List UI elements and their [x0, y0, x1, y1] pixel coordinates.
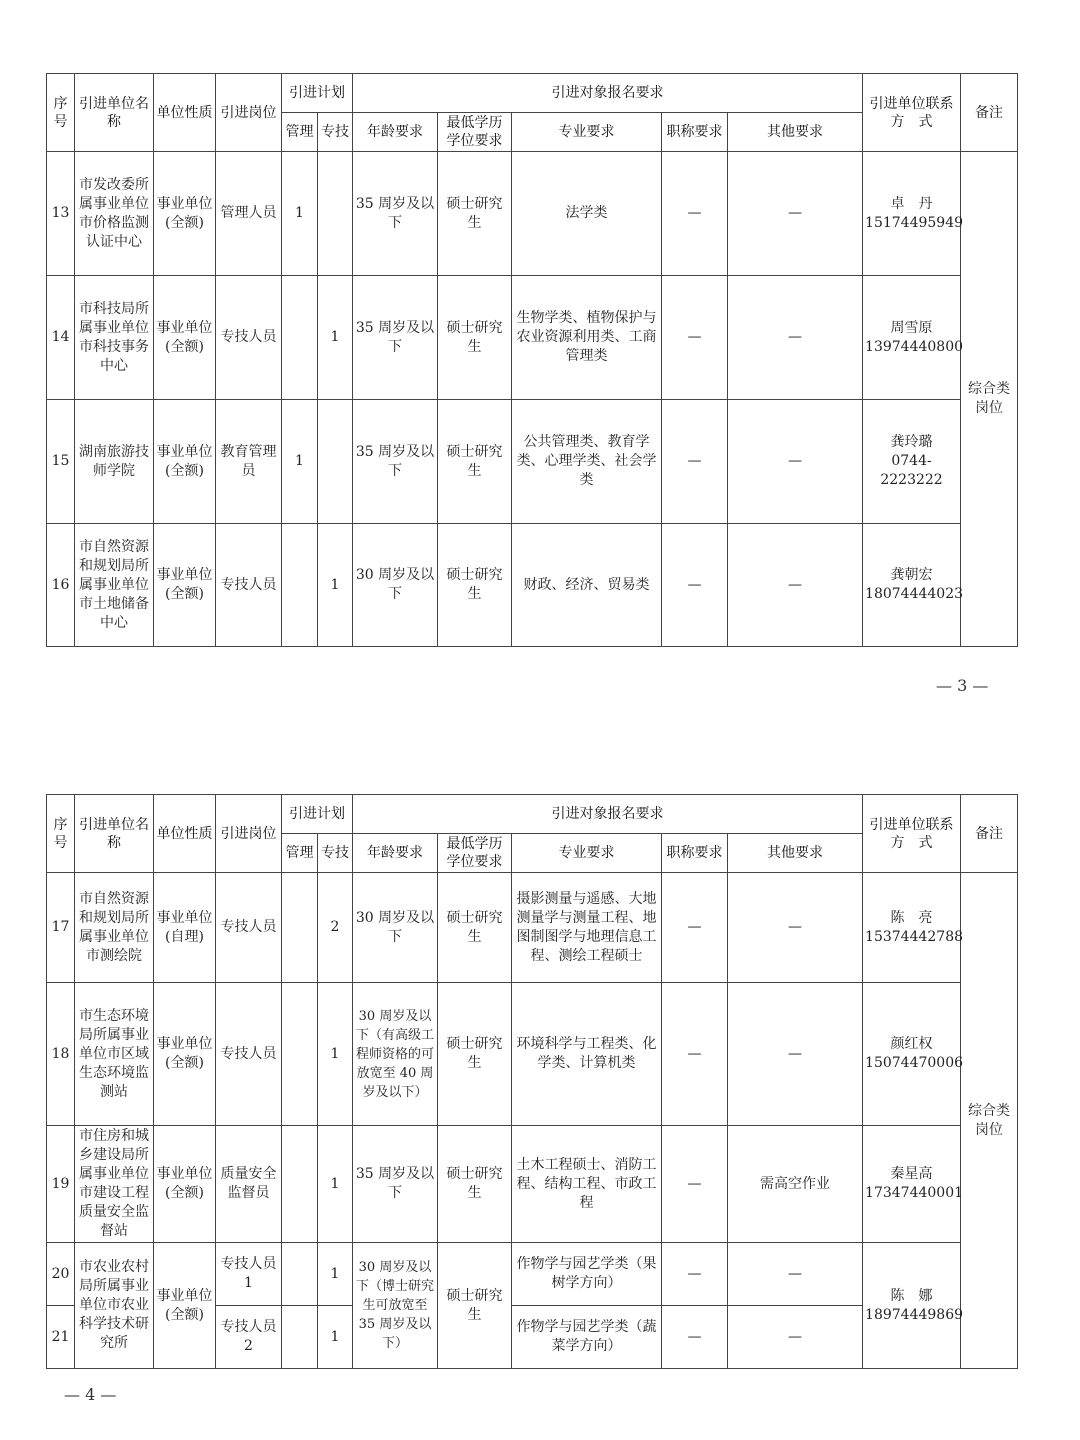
- age-cell: 30 周岁及以下: [353, 524, 438, 647]
- table-row: [47, 873, 1018, 983]
- contact-phone: 15174495949: [865, 214, 964, 231]
- contact-phone: 17347440001: [865, 1185, 964, 1201]
- major-cell: 作物学与园艺学类（蔬菜学方向）: [512, 1306, 662, 1369]
- unit-cell: 市生态环境局所属事业单位市区域生态环境监测站: [75, 983, 154, 1126]
- header-other: 其他要求: [728, 113, 863, 152]
- seq-cell: 19: [47, 1126, 75, 1243]
- mgmt-count-cell: [282, 873, 318, 983]
- tech-count-cell: [318, 152, 353, 276]
- seq-cell: 16: [47, 524, 75, 647]
- table-row: [47, 400, 1018, 524]
- tech-count-cell: 1: [318, 1243, 353, 1306]
- contact-cell: [863, 873, 964, 983]
- nature-cell: 事业单位(全额): [154, 983, 216, 1126]
- major-cell: 法学类: [512, 152, 662, 276]
- nature-cell: 事业单位(全额): [154, 1126, 216, 1243]
- contact-cell: [863, 1243, 964, 1369]
- seq-cell: 15: [47, 400, 75, 524]
- page-number: — 4 —: [64, 1385, 117, 1404]
- header-plan: 引进计划: [282, 74, 353, 113]
- contact-phone: 18074444023: [865, 586, 964, 602]
- remark-cell: 综合类岗位: [961, 873, 1018, 1369]
- contact-name: 周雪原: [890, 319, 933, 336]
- major-cell: 摄影测量与遥感、大地测量学与测量工程、地图制图学与地理信息工程、测绘工程硕士: [512, 873, 662, 983]
- mgmt-count-cell: [282, 1243, 318, 1306]
- page-number: — 3 —: [936, 676, 989, 695]
- header-age: 年龄要求: [353, 834, 438, 873]
- title-cell: —: [662, 276, 728, 400]
- table-row: [47, 983, 1018, 1126]
- age-cell: 35 周岁及以下: [353, 152, 438, 276]
- seq-cell: 14: [47, 276, 75, 400]
- recruitment-table-page-4: [46, 794, 1018, 1369]
- table-row: [47, 1243, 1018, 1306]
- header-tech: 专技: [318, 113, 353, 152]
- table-row: [47, 524, 1018, 647]
- nature-cell: 事业单位(全额): [154, 524, 216, 647]
- tech-count-cell: 1: [318, 1126, 353, 1243]
- age-cell: 30 周岁及以下（有高级工程师资格的可放宽至 40 周岁及以下）: [353, 983, 438, 1126]
- contact-cell: [863, 152, 964, 276]
- contact-name: 陈 娜: [890, 1287, 933, 1304]
- major-cell: 环境科学与工程类、化学类、计算机类: [512, 983, 662, 1126]
- contact-name: 颜红权: [890, 1036, 933, 1052]
- age-cell: 30 周岁及以下: [353, 873, 438, 983]
- header-seq: 序号: [47, 795, 75, 873]
- unit-cell: 市发改委所属事业单位市价格监测认证中心: [75, 152, 154, 276]
- post-cell: 专技人员: [216, 524, 282, 647]
- remark-cell: 综合类岗位: [961, 152, 1018, 647]
- unit-cell: 市住房和城乡建设局所属事业单位市建设工程质量安全监督站: [75, 1126, 154, 1243]
- header-major: 专业要求: [512, 113, 662, 152]
- other-cell: —: [728, 1306, 863, 1369]
- header-nature: 单位性质: [154, 74, 216, 152]
- edu-cell: 硕士研究生: [438, 524, 512, 647]
- major-cell: 生物学类、植物保护与农业资源利用类、工商管理类: [512, 276, 662, 400]
- edu-cell: 硕士研究生: [438, 152, 512, 276]
- contact-cell: [863, 1126, 964, 1243]
- contact-cell: [863, 524, 964, 647]
- header-post: 引进岗位: [216, 74, 282, 152]
- header-remark: 备注: [961, 795, 1018, 873]
- age-cell: 35 周岁及以下: [353, 1126, 438, 1243]
- edu-cell: 硕士研究生: [438, 983, 512, 1126]
- post-cell: 专技人员: [216, 983, 282, 1126]
- header-requirements: 引进对象报名要求: [353, 795, 863, 834]
- header-requirements: 引进对象报名要求: [353, 74, 863, 113]
- unit-cell: 市自然资源和规划局所属事业单位市测绘院: [75, 873, 154, 983]
- contact-phone: 0744-2223222: [880, 453, 943, 488]
- title-cell: —: [662, 400, 728, 524]
- post-cell: 专技人员2: [216, 1306, 282, 1369]
- header-title: 职称要求: [662, 834, 728, 873]
- title-cell: —: [662, 1243, 728, 1306]
- unit-cell: 市自然资源和规划局所属事业单位市土地储备中心: [75, 524, 154, 647]
- contact-name: 卓 丹: [890, 195, 933, 212]
- header-contact: 引进单位联系方 式: [863, 74, 961, 152]
- contact-phone: 15074470006: [865, 1055, 964, 1071]
- unit-cell: 湖南旅游技师学院: [75, 400, 154, 524]
- contact-cell: [863, 400, 961, 524]
- other-cell: 需高空作业: [728, 1126, 863, 1243]
- other-cell: —: [728, 400, 863, 524]
- title-cell: —: [662, 983, 728, 1126]
- header-edu: 最低学历学位要求: [438, 834, 512, 873]
- age-cell: 35 周岁及以下: [353, 400, 438, 524]
- seq-cell: 21: [47, 1306, 75, 1369]
- post-cell: 专技人员: [216, 873, 282, 983]
- mgmt-count-cell: [282, 1126, 318, 1243]
- seq-cell: 13: [47, 152, 75, 276]
- title-cell: —: [662, 524, 728, 647]
- post-cell: 教育管理员: [216, 400, 282, 524]
- contact-name: 秦星高: [890, 1166, 933, 1182]
- header-post: 引进岗位: [216, 795, 282, 873]
- title-cell: —: [662, 1306, 728, 1369]
- contact-phone: 15374442788: [865, 928, 964, 945]
- post-cell: 质量安全监督员: [216, 1126, 282, 1243]
- age-cell: 30 周岁及以下（博士研究生可放宽至 35 周岁及以下）: [353, 1243, 438, 1369]
- header-edu: 最低学历学位要求: [438, 113, 512, 152]
- title-cell: —: [662, 1126, 728, 1243]
- nature-cell: 事业单位(全额): [154, 1243, 216, 1369]
- mgmt-count-cell: [282, 524, 318, 647]
- contact-phone: 18974449869: [865, 1306, 964, 1323]
- title-cell: —: [662, 873, 728, 983]
- major-cell: 土木工程硕士、消防工程、结构工程、市政工程: [512, 1126, 662, 1243]
- header-age: 年龄要求: [353, 113, 438, 152]
- header-nature: 单位性质: [154, 795, 216, 873]
- contact-name: 陈 亮: [890, 909, 933, 926]
- header-mgmt: 管理: [282, 113, 318, 152]
- major-cell: 财政、经济、贸易类: [512, 524, 662, 647]
- contact-cell: [863, 983, 964, 1126]
- tech-count-cell: [318, 400, 353, 524]
- tech-count-cell: 2: [318, 873, 353, 983]
- contact-phone: 13974440800: [865, 338, 964, 355]
- mgmt-count-cell: 1: [282, 400, 318, 524]
- other-cell: —: [728, 873, 863, 983]
- unit-cell: 市科技局所属事业单位市科技事务中心: [75, 276, 154, 400]
- unit-cell: 市农业农村局所属事业单位市农业科学技术研究所: [75, 1243, 154, 1369]
- tech-count-cell: 1: [318, 276, 353, 400]
- edu-cell: 硕士研究生: [438, 400, 512, 524]
- header-remark: 备注: [961, 74, 1018, 152]
- table-row: [47, 1126, 1018, 1243]
- post-cell: 管理人员: [216, 152, 282, 276]
- mgmt-count-cell: [282, 276, 318, 400]
- header-other: 其他要求: [728, 834, 863, 873]
- other-cell: —: [728, 524, 863, 647]
- table-row: [47, 152, 1018, 276]
- title-cell: —: [662, 152, 728, 276]
- age-cell: 35 周岁及以下: [353, 276, 438, 400]
- tech-count-cell: 1: [318, 1306, 353, 1369]
- tech-count-cell: 1: [318, 983, 353, 1126]
- edu-cell: 硕士研究生: [438, 276, 512, 400]
- post-cell: 专技人员: [216, 276, 282, 400]
- header-major: 专业要求: [512, 834, 662, 873]
- contact-name: 龚朝宏: [890, 567, 933, 583]
- seq-cell: 17: [47, 873, 75, 983]
- header-mgmt: 管理: [282, 834, 318, 873]
- nature-cell: 事业单位(自理): [154, 873, 216, 983]
- table-row: [47, 276, 1018, 400]
- major-cell: 作物学与园艺学类（果树学方向）: [512, 1243, 662, 1306]
- header-title: 职称要求: [662, 113, 728, 152]
- header-plan: 引进计划: [282, 795, 353, 834]
- nature-cell: 事业单位(全额): [154, 152, 216, 276]
- seq-cell: 18: [47, 983, 75, 1126]
- post-cell: 专技人员1: [216, 1243, 282, 1306]
- header-seq: 序号: [47, 74, 75, 152]
- recruitment-table-page-3: [46, 73, 1018, 647]
- mgmt-count-cell: [282, 983, 318, 1126]
- contact-cell: [863, 276, 964, 400]
- header-tech: 专技: [318, 834, 353, 873]
- other-cell: —: [728, 1243, 863, 1306]
- header-unit: 引进单位名 称: [75, 795, 154, 873]
- nature-cell: 事业单位(全额): [154, 400, 216, 524]
- tech-count-cell: 1: [318, 524, 353, 647]
- edu-cell: 硕士研究生: [438, 1243, 512, 1369]
- nature-cell: 事业单位(全额): [154, 276, 216, 400]
- other-cell: —: [728, 276, 863, 400]
- contact-name: 龚玲璐: [890, 434, 933, 450]
- major-cell: 公共管理类、教育学类、心理学类、社会学类: [512, 400, 662, 524]
- edu-cell: 硕士研究生: [438, 873, 512, 983]
- header-contact: 引进单位联系方 式: [863, 795, 961, 873]
- other-cell: —: [728, 152, 863, 276]
- seq-cell: 20: [47, 1243, 75, 1306]
- mgmt-count-cell: 1: [282, 152, 318, 276]
- mgmt-count-cell: [282, 1306, 318, 1369]
- other-cell: —: [728, 983, 863, 1126]
- header-unit: 引进单位名 称: [75, 74, 154, 152]
- edu-cell: 硕士研究生: [438, 1126, 512, 1243]
